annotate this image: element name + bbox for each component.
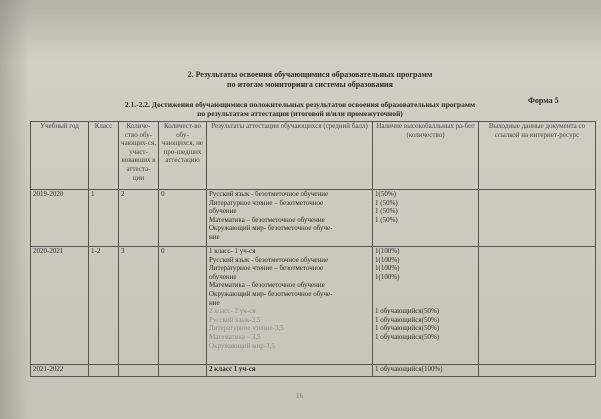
high-score-line [375,290,476,299]
result-line: Литературное чтение – безотметочное [209,198,324,207]
table-subheading-line1: 2.1.-2.2. Достижения обучающимися положительных результатов освоения образовательных программ [124,100,476,109]
result-line: обучение [209,272,237,281]
cell-results [207,365,373,377]
table-row [31,190,596,247]
cell-without: 0 [159,190,207,247]
header-links: Выходные данные документа со ссылкой на интернет-ресурс [479,122,596,190]
cell-class: 1-2 [89,247,119,365]
header-class: Класс [89,122,119,190]
page-number: 16 [296,392,303,400]
cell-high-score [373,365,479,377]
result-line: Математика – безотметочное обучение [209,281,325,290]
table-row [31,247,596,365]
result-line: Русский язык - безотметочное обучение [209,255,329,264]
high-score-line: 1(50%) [375,190,396,198]
high-score-line: 1 (50%) [375,215,398,224]
result-line: Русский язык-3,5 [209,315,261,324]
high-score-line [375,299,476,308]
result-line: Литературное чтение-3,5 [209,324,284,333]
table-subheading [80,100,520,118]
cell-high-score [373,247,479,365]
header-students: Количе-ство обу-чающих-ся, участ-вовавших в аттеста-ции [119,122,159,190]
cell-results [207,190,373,247]
result-line: ние [209,298,220,307]
header-without-attestation: Количест-во обу-чающихся, не про-шедших аттестацию [159,122,207,190]
cell-class [89,365,119,377]
cell-high-score [373,190,479,247]
high-score-line: 1(100%) [375,247,400,255]
table-row [31,365,596,377]
header-results: Результаты аттестации обучающихся (средний балл) [207,122,373,190]
cell-without: 0 [159,247,207,365]
cell-links [479,247,596,365]
result-line: обучение [209,207,237,216]
results-table [30,121,596,377]
high-score-line: 1(100%) [375,255,400,264]
section-heading-line1: 2. Результаты освоения обучающимися образовательных программ [187,70,433,79]
high-score-line: 1 обучающийся(100%) [375,365,443,373]
high-score-line: 1 (50%) [375,198,398,207]
result-line: ние [209,232,220,241]
result-line: 2 класс 1 уч-ся [209,365,256,373]
top-shadow [0,0,601,60]
result-line: Окружающий мир- безотметочное обуче- [209,289,333,298]
high-score-line: 1(100%) [375,264,400,273]
table-header-row [31,122,596,190]
cell-year: 2021-2022 [31,365,89,377]
high-score-line: 1 (50%) [375,207,398,216]
cell-students: 3 [119,247,159,365]
header-year: Учебный год [31,122,89,190]
result-line: Окружающий мир-3,5 [209,341,275,350]
high-score-line [375,281,476,290]
high-score-line: 1(100%) [375,272,400,281]
cell-links [479,365,596,377]
cell-year: 2019-2020 [31,190,89,247]
cell-results [207,247,373,365]
cell-class: 1 [89,190,119,247]
form-label: Форма 5 [528,96,559,105]
result-line: Русский язык - безотметочное обучение [209,190,329,198]
cell-students [119,365,159,377]
cell-students: 2 [119,190,159,247]
cell-year: 2020-2021 [31,247,89,365]
result-line: 1 класс- 1 уч-ся [209,247,256,255]
table-body [31,190,596,377]
result-line: Литературное чтение – безотметочное [209,264,324,273]
high-score-line: 1 обучающийся(50%) [375,324,440,333]
high-score-line: 1 обучающийся(50%) [375,307,440,316]
high-score-line: 1 обучающийся(50%) [375,332,440,341]
left-shadow [0,0,30,419]
result-line: Математика – безотметочное обучение [209,215,325,224]
result-line: Окружающий мир- безотметочное обуче- [209,224,333,233]
result-line: Математика – 3,5 [209,332,261,341]
section-heading-line2: по итогам мониторинга системы образования [227,80,393,89]
cell-links [479,190,596,247]
cell-without [159,365,207,377]
result-line: 2 класс- 2 уч-ся [209,307,256,316]
section-heading [160,70,460,90]
header-high-score: Наличие высокобалльных ра-бот (количество) [373,122,479,190]
high-score-line: 1 обучающийся(50%) [375,315,440,324]
table-subheading-line2: по результатам аттестации (итоговой и/или промежуточной) [197,109,403,118]
